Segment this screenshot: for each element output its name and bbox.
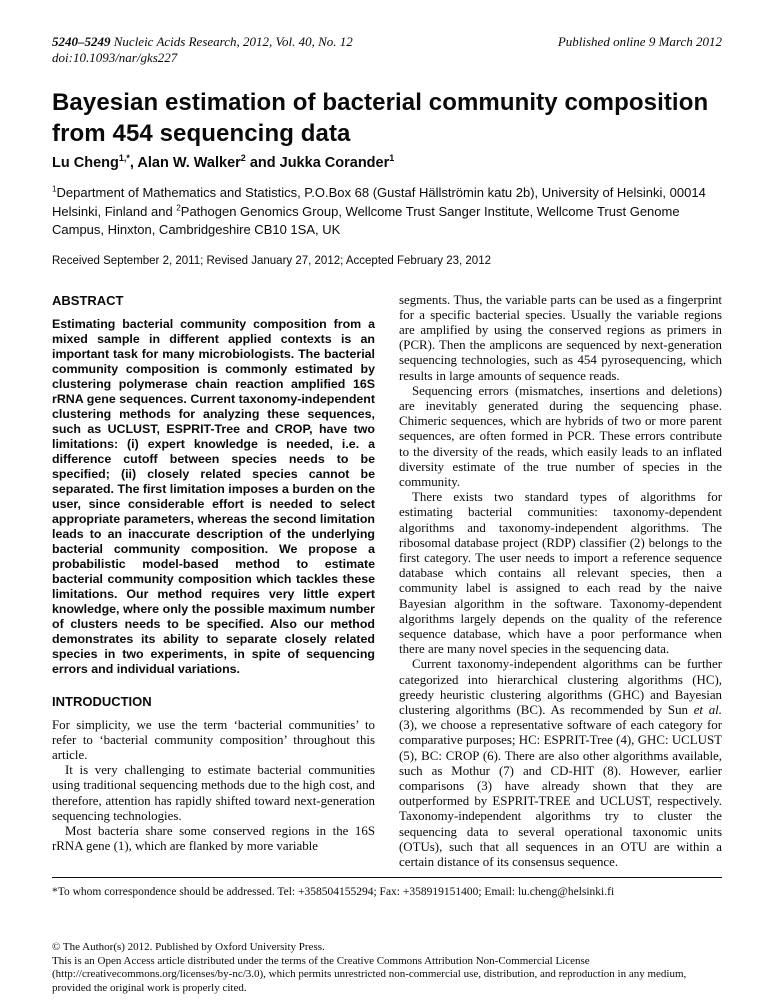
intro-paragraph-6 <box>399 657 722 870</box>
article-title: Bayesian estimation of bacterial community composition from 454 sequencing data <box>52 89 709 147</box>
intro-paragraph-6-start: Current taxonomy-independent algorithms can be further categorized into hierarchical clustering algorithms (HC), greedy heuristic clustering algorithms (GHC) and Bayesian clustering algorithms (BC). As recommended by Sun <box>399 657 722 717</box>
author-3: Jukka Corander <box>279 155 390 171</box>
affiliation-2: Pathogen Genomics Group, Wellcome Trust Sanger Institute, Wellcome Trust Genome Campus, Hinxton, Cambridgeshire CB10 1SA, UK <box>52 203 680 237</box>
author-1-superscript: 1,* <box>118 153 130 164</box>
affiliations <box>52 184 722 240</box>
intro-paragraph-2: It is very challenging to estimate bacterial communities using traditional sequencing methods due to the high cost, and therefore, attention has rapidly shifted toward next-generation sequencing technologies. <box>52 763 375 823</box>
page-range: 5240–5249 <box>52 34 111 49</box>
two-column-body <box>52 293 722 871</box>
abstract-text: Estimating bacterial community composition from a mixed sample in different applied contexts is an important task for many microbiologists. The bacterial community composition is commonly estimated by clustering polymerase chain reaction amplified 16S rRNA gene sequences. Current taxonomy-independent clustering methods for analyzing these sequences, such as UCLUST, ESPRIT-Tree and CROP, have two limitations: (i) expert knowledge is needed, i.e. a difference cutoff between species needs to be specified; (ii) closely related species cannot be separated. The first limitation imposes a burden on the user, since considerable effort is needed to select appropriate parameters, whereas the second limitation leads to an inaccurate description of the underlying bacterial community composition. We propose a probabilistic model-based method to estimate bacterial community composition which tackles these limitations. Our method requires very little expert knowledge, where only the possible maximum number of clusters needs to be specified. Also our method demonstrates its ability to separate closely related species in two experiments, in spite of sequencing errors and individual variations. <box>52 316 375 676</box>
intro-paragraph-4: Sequencing errors (mismatches, insertions and deletions) are inevitably generated during the sequencing phase. Chimeric sequences, which are hybrids of two or more parent sequences, are often formed in PCR. These errors contribute to the diversity of the reads, which easily leads to an inflated diversity estimate of the true number of species in the community. <box>399 383 722 489</box>
authors-line <box>52 155 722 171</box>
right-column <box>399 293 722 871</box>
author-separator: and <box>245 155 280 171</box>
published-online: Published online 9 March 2012 <box>557 34 722 49</box>
author-2: Alan W. Walker <box>137 155 241 171</box>
doi: doi:10.1093/nar/gks227 <box>52 50 178 65</box>
footnote-divider <box>52 877 722 878</box>
left-column <box>52 293 375 871</box>
abstract-heading: ABSTRACT <box>52 292 124 308</box>
copyright-line: © The Author(s) 2012. Published by Oxford University Press. <box>52 941 325 953</box>
license-text: This is an Open Access article distributed under the terms of the Creative Commons Attribution Non-Commercial License (http://creativecommons.org/licenses/by-nc/3.0), which permits unrestricted non-commercial use, distribution, and reproduction in any medium, provided the original work is properly cited. <box>52 954 687 994</box>
intro-paragraph-3-left: Most bacteria share some conserved regions in the 16S rRNA gene (1), which are flanked by more variable <box>52 823 375 854</box>
author-3-superscript: 1 <box>389 153 395 164</box>
intro-paragraph-6-end: (3), we choose a representative software of each category for comparative purposes; HC: ESPRIT-Tree (4), GHC: UCLUST (5), BC: CROP (6). There are also other algorithms available, such as Mothur (7) and CD-HIT (8). However, earlier comparisons (3) have already shown that they are outperformed by ESPRIT-TREE and UCLUST, respectively. Taxonomy-independent algorithms try to cluster the sequencing data to several operational taxonomic units (OTUs), such that all sequences in an OTU are within a certain distance of its consensus sequence. <box>399 718 722 870</box>
intro-paragraph-1: For simplicity, we use the term ‘bacterial communities’ to refer to ‘bacterial community composition’ throughout this article. <box>52 717 375 762</box>
journal-header <box>52 34 722 66</box>
intro-paragraph-3-right: segments. Thus, the variable parts can be used as a fingerprint for a specific bacterial species. Usually the variable regions are amplified by using the conserved regions as primers in (PCR). Then the amplicons are sequenced by next-generation sequencing technologies, such as 454 pyrosequencing, which results in large amounts of sequence reads. <box>399 292 722 383</box>
journal-name: Nucleic Acids Research, 2012, Vol. 40, No. 12 <box>113 34 353 49</box>
affiliation-1: Department of Mathematics and Statistics, P.O.Box 68 (Gustaf Hällströmin katu 2b), University of Helsinki, 00014 Helsinki, Finland and <box>52 185 706 219</box>
introduction-heading: INTRODUCTION <box>52 693 152 709</box>
citation-line <box>52 34 353 50</box>
affiliation-1-superscript: 1 <box>52 184 57 194</box>
correspondence-footnote: *To whom correspondence should be addressed. Tel: +358504155294; Fax: +358919151400; Email: lu.cheng@helsinki.fi <box>52 886 615 899</box>
author-2-superscript: 2 <box>240 153 246 164</box>
license-footer <box>52 941 722 995</box>
author-separator: , <box>129 155 138 171</box>
intro-paragraph-5: There exists two standard types of algorithms for estimating bacterial communities: taxonomy-dependent algorithms and taxonomy-independent algorithms. The ribosomal database project (RDP) classifier (2) belongs to the first category. The user needs to import a reference sequence database which contains all relevant species, then a community label is assigned to each read by the naive Bayesian algorithm in the software. Taxonomy-dependent algorithms largely depends on the quality of the reference sequence database, which have a poor performance when there are many novel species in the sequencing data. <box>399 490 722 657</box>
received-dates: Received September 2, 2011; Revised January 27, 2012; Accepted February 23, 2012 <box>52 254 491 267</box>
affiliation-2-superscript: 2 <box>176 203 181 213</box>
et-al-italic: et al. <box>693 702 722 717</box>
author-1: Lu Cheng <box>52 155 119 171</box>
